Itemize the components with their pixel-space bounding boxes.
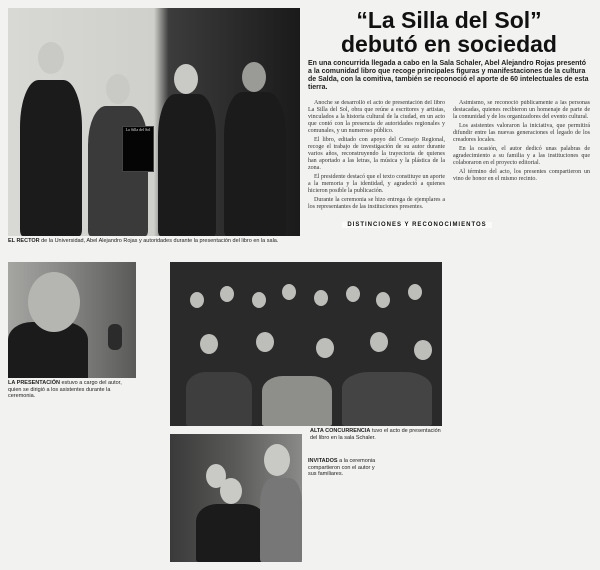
article-headline: [308, 8, 590, 56]
paragraph: El libro, editado con apoyo del Consejo Regional, recoge el trabajo de investigación de su autor durante varios años, reconstruyendo la trayectoria de quienes han aportado a las letras, la música y la plástica de la zona.: [308, 137, 445, 171]
audience-photo: [170, 262, 442, 426]
section-subhead: DISTINCIONES Y RECONOCIMIENTOS: [342, 222, 492, 228]
article-deck: En una concurrida llegada a cabo en la Sala Schaler, Abel Alejandro Rojas presentó a la comunidad libro que recoge principales figuras y manifestaciones de la cultura de Salda, con la comitiva, también se reconoció el aporte de 60 intelectuales de esta tierra.: [308, 60, 589, 91]
microphone-icon: [108, 324, 122, 350]
paragraph: El presidente destacó que el texto constituye un aporte a la memoria y la identidad, y agradeció a quienes hicieron posible la publicación.: [308, 174, 445, 194]
audience-photo-caption: [310, 428, 442, 441]
body-column-1: [308, 100, 445, 256]
article-body: [308, 100, 590, 256]
book-cover: La Silla del Sol: [122, 126, 154, 172]
speaker-photo-caption: [8, 380, 136, 400]
caption-label: EL RECTOR: [8, 238, 40, 244]
paragraph: Durante la ceremonia se hizo entrega de ejemplares a los representantes de las instituciones presentes.: [308, 197, 445, 210]
paragraph: Anoche se desarrolló el acto de presentación del libro La Silla del Sol, obra que reúne a escritores y artistas, vinculados a la historia cultural de la ciudad, en un acto que contó con la presencia de autoridades regionales y comunales, y un numeroso público.: [308, 100, 445, 134]
body-column-2: [453, 100, 590, 256]
main-photo-caption: [8, 238, 300, 245]
paragraph: Asimismo, se reconoció públicamente a las personas destacadas, quienes recibieron un homenaje de parte de la comunidad y de los organizadores del evento cultural.: [453, 100, 590, 120]
headline-line-2: debutó en sociedad: [341, 31, 557, 57]
main-photo: [8, 8, 300, 236]
paragraph: Los asistentes valoraron la iniciativa, que permitirá difundir entre las nuevas generaciones el legado de los creadores locales.: [453, 123, 590, 143]
guests-photo-caption: [308, 458, 378, 478]
caption-text: de la Universidad, Abel Alejandro Rojas y autoridades durante la presentación del libro en la sala.: [41, 238, 279, 244]
caption-text: tuvo el acto de presentación del libro en la sala Schaler.: [310, 428, 441, 441]
speaker-photo: [8, 262, 136, 378]
caption-text: estuvo a cargo del autor, quien se dirigió a los asistentes durante la ceremonia.: [8, 380, 122, 399]
caption-text: a la ceremonia compartieron con el autor y sus familiares.: [308, 458, 376, 477]
headline-line-1: “La Silla del Sol”: [356, 7, 542, 33]
caption-label: LA PRESENTACIÓN: [8, 380, 60, 386]
paragraph: Al término del acto, los presentes compartieron un vino de honor en el mismo recinto.: [453, 169, 590, 182]
paragraph: En la ocasión, el autor dedicó unas palabras de agradecimiento a su familia y a las instituciones que colaboraron en el proyecto editorial.: [453, 146, 590, 166]
caption-label: INVITADOS: [308, 458, 338, 464]
caption-label: ALTA CONCURRENCIA: [310, 428, 371, 434]
guests-photo: [170, 434, 302, 562]
